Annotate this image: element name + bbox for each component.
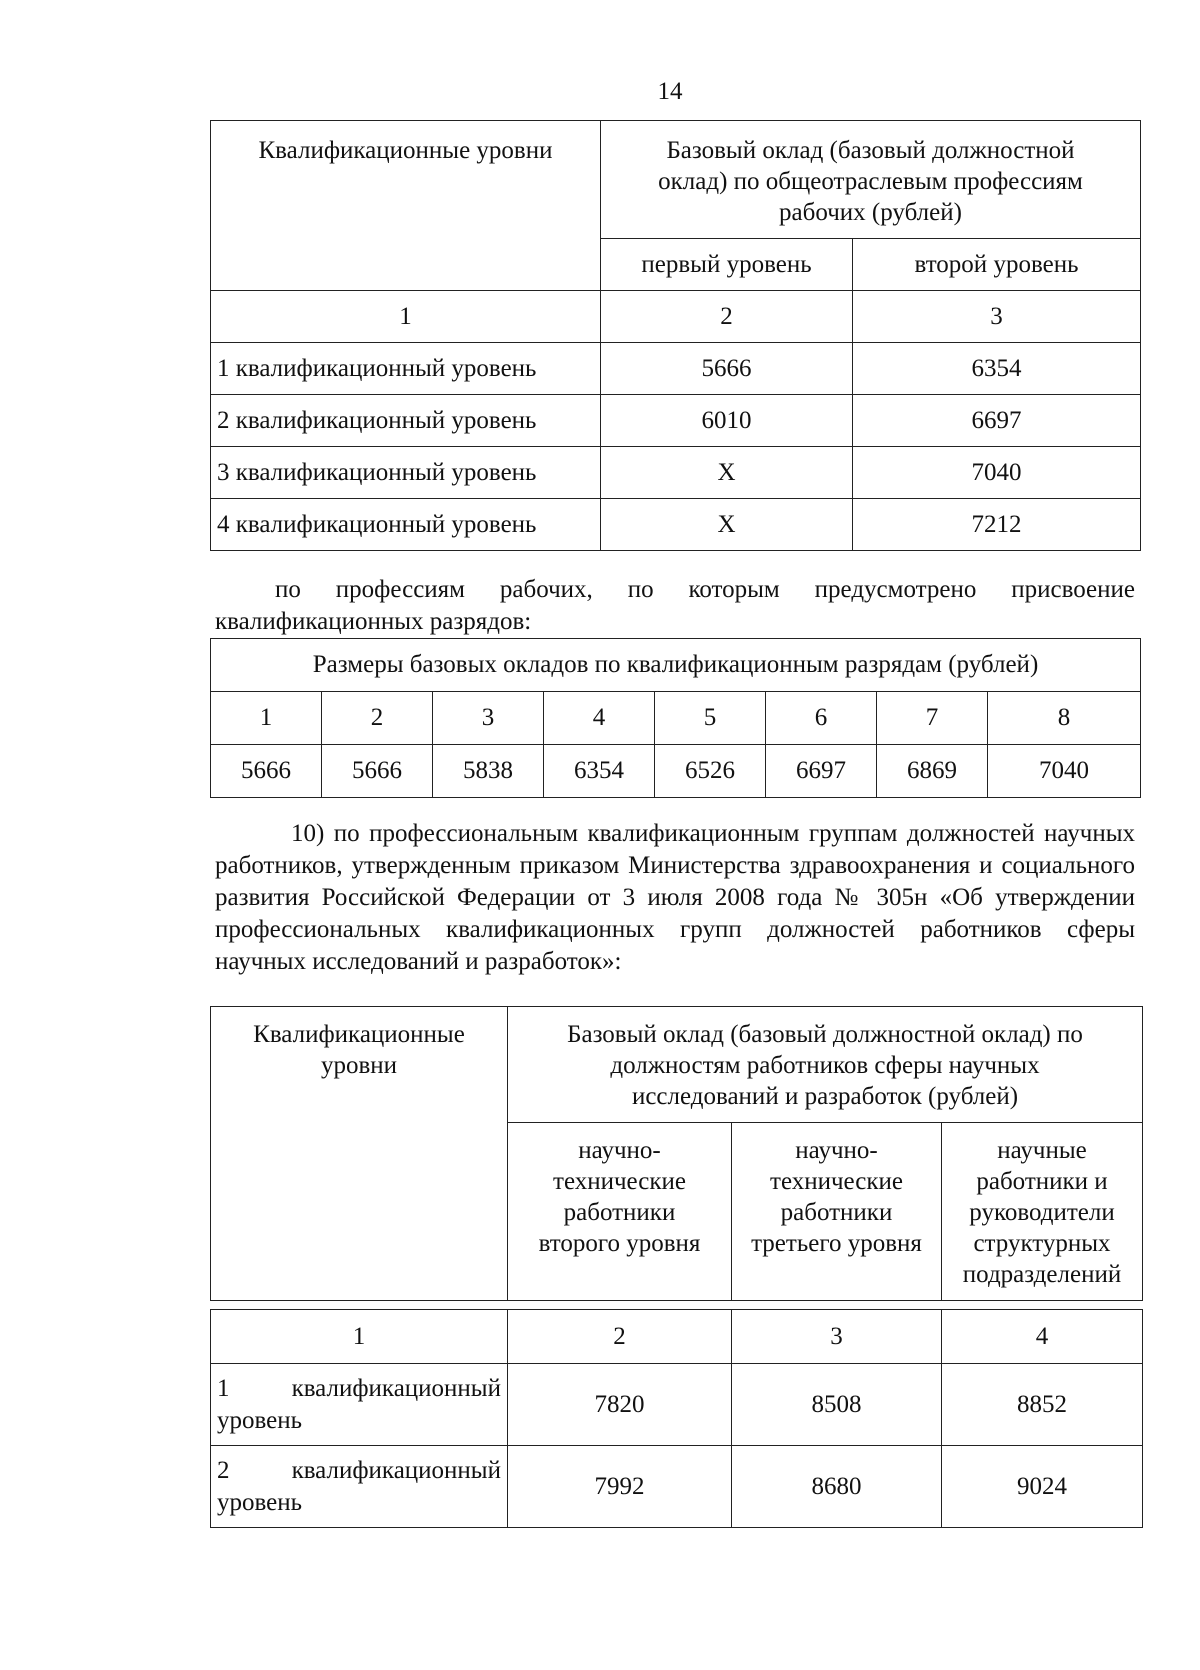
grade-salary: 6697 — [766, 745, 877, 798]
salary-cell: 8680 — [732, 1446, 942, 1528]
salary-cell: Х — [601, 499, 853, 551]
salary-cell: 6010 — [601, 395, 853, 447]
grade-number: 1 — [211, 692, 322, 745]
column-number: 3 — [853, 291, 1141, 343]
grade-salary: 5838 — [433, 745, 544, 798]
level-word: квалификационный — [291, 1374, 501, 1402]
research-salary-table — [210, 1006, 1143, 1528]
header-base-salary: Базовый оклад (базовый должностной оклад) по должностям работников сферы научных исследований и разработок (рублей) — [508, 1007, 1143, 1123]
grades-salary-table — [210, 638, 1141, 798]
grade-number: 8 — [988, 692, 1141, 745]
table-row — [211, 692, 1141, 745]
salary-cell: 7820 — [508, 1364, 732, 1446]
table-row — [211, 447, 1141, 499]
grade-salary: 5666 — [322, 745, 433, 798]
page-number: 14 — [657, 78, 683, 105]
grade-number: 2 — [322, 692, 433, 745]
grade-salary: 7040 — [988, 745, 1141, 798]
grade-number: 4 — [544, 692, 655, 745]
subheader-second-level: второй уровень — [853, 239, 1141, 291]
column-number: 4 — [942, 1310, 1143, 1364]
table-row — [211, 395, 1141, 447]
salary-cell: 8508 — [732, 1364, 942, 1446]
salary-cell: 6697 — [853, 395, 1141, 447]
table-row — [211, 745, 1141, 798]
table-row — [211, 343, 1141, 395]
table-row — [211, 499, 1141, 551]
level-cell: 2 квалификационный уровень — [211, 395, 601, 447]
level-cell: 1 квалификационный уровень — [211, 343, 601, 395]
header-qualification-levels: Квалификационные уровни — [211, 1007, 508, 1301]
grade-number: 3 — [433, 692, 544, 745]
subheader-researchers-heads: научные работники и руководители структурных подразделений — [942, 1123, 1143, 1301]
salary-cell: Х — [601, 447, 853, 499]
paragraph-research-workers: 10) по профессиональным квалификационным группам должностей научных работников, утвержденным приказом Министерства здравоохранения и социального развития Российской Федерации от 3 июля 2008 года № 305н «Об утверждении профессиональных квалификационных групп должностей работников сферы научных исследований и разработок»: — [215, 820, 1135, 975]
grades-header: Размеры базовых окладов по квалификационным разрядам (рублей) — [211, 639, 1141, 692]
grade-salary: 6869 — [877, 745, 988, 798]
level-word: квалификационный — [291, 1456, 501, 1484]
salary-cell: 8852 — [942, 1364, 1143, 1446]
grade-number: 5 — [655, 692, 766, 745]
level-tail: уровень — [217, 1488, 303, 1516]
column-number: 2 — [601, 291, 853, 343]
salary-cell: 6354 — [853, 343, 1141, 395]
level-number: 2 — [217, 1456, 230, 1484]
grade-salary: 6354 — [544, 745, 655, 798]
header-base-salary: Базовый оклад (базовый должностной оклад) по общеотраслевым профессиям рабочих (рублей) — [601, 121, 1141, 239]
level-cell: 3 квалификационный уровень — [211, 447, 601, 499]
subheader-tech-third-level: научно-технические работники третьего уровня — [732, 1123, 942, 1301]
level-cell — [211, 1364, 508, 1446]
grade-number: 6 — [766, 692, 877, 745]
column-number: 1 — [211, 1310, 508, 1364]
salary-cell: 7040 — [853, 447, 1141, 499]
level-number: 1 — [217, 1374, 230, 1402]
salary-cell: 9024 — [942, 1446, 1143, 1528]
column-number: 1 — [211, 291, 601, 343]
level-tail: уровень — [217, 1406, 303, 1434]
level-cell — [211, 1446, 508, 1528]
column-number: 3 — [732, 1310, 942, 1364]
header-qualification-levels: Квалификационные уровни — [211, 121, 601, 291]
table-row — [211, 1446, 1143, 1528]
salary-cell: 7992 — [508, 1446, 732, 1528]
paragraph-worker-grades: по профессиям рабочих, по которым предусмотрено присвоение квалификационных разрядов: — [215, 576, 1135, 635]
column-number: 2 — [508, 1310, 732, 1364]
level-cell: 4 квалификационный уровень — [211, 499, 601, 551]
subheader-first-level: первый уровень — [601, 239, 853, 291]
salary-cell: 7212 — [853, 499, 1141, 551]
grade-number: 7 — [877, 692, 988, 745]
grade-salary: 5666 — [211, 745, 322, 798]
workers-salary-table — [210, 120, 1141, 551]
salary-cell: 5666 — [601, 343, 853, 395]
subheader-tech-second-level: научно-технические работники второго уровня — [508, 1123, 732, 1301]
grade-salary: 6526 — [655, 745, 766, 798]
table-row — [211, 1364, 1143, 1446]
